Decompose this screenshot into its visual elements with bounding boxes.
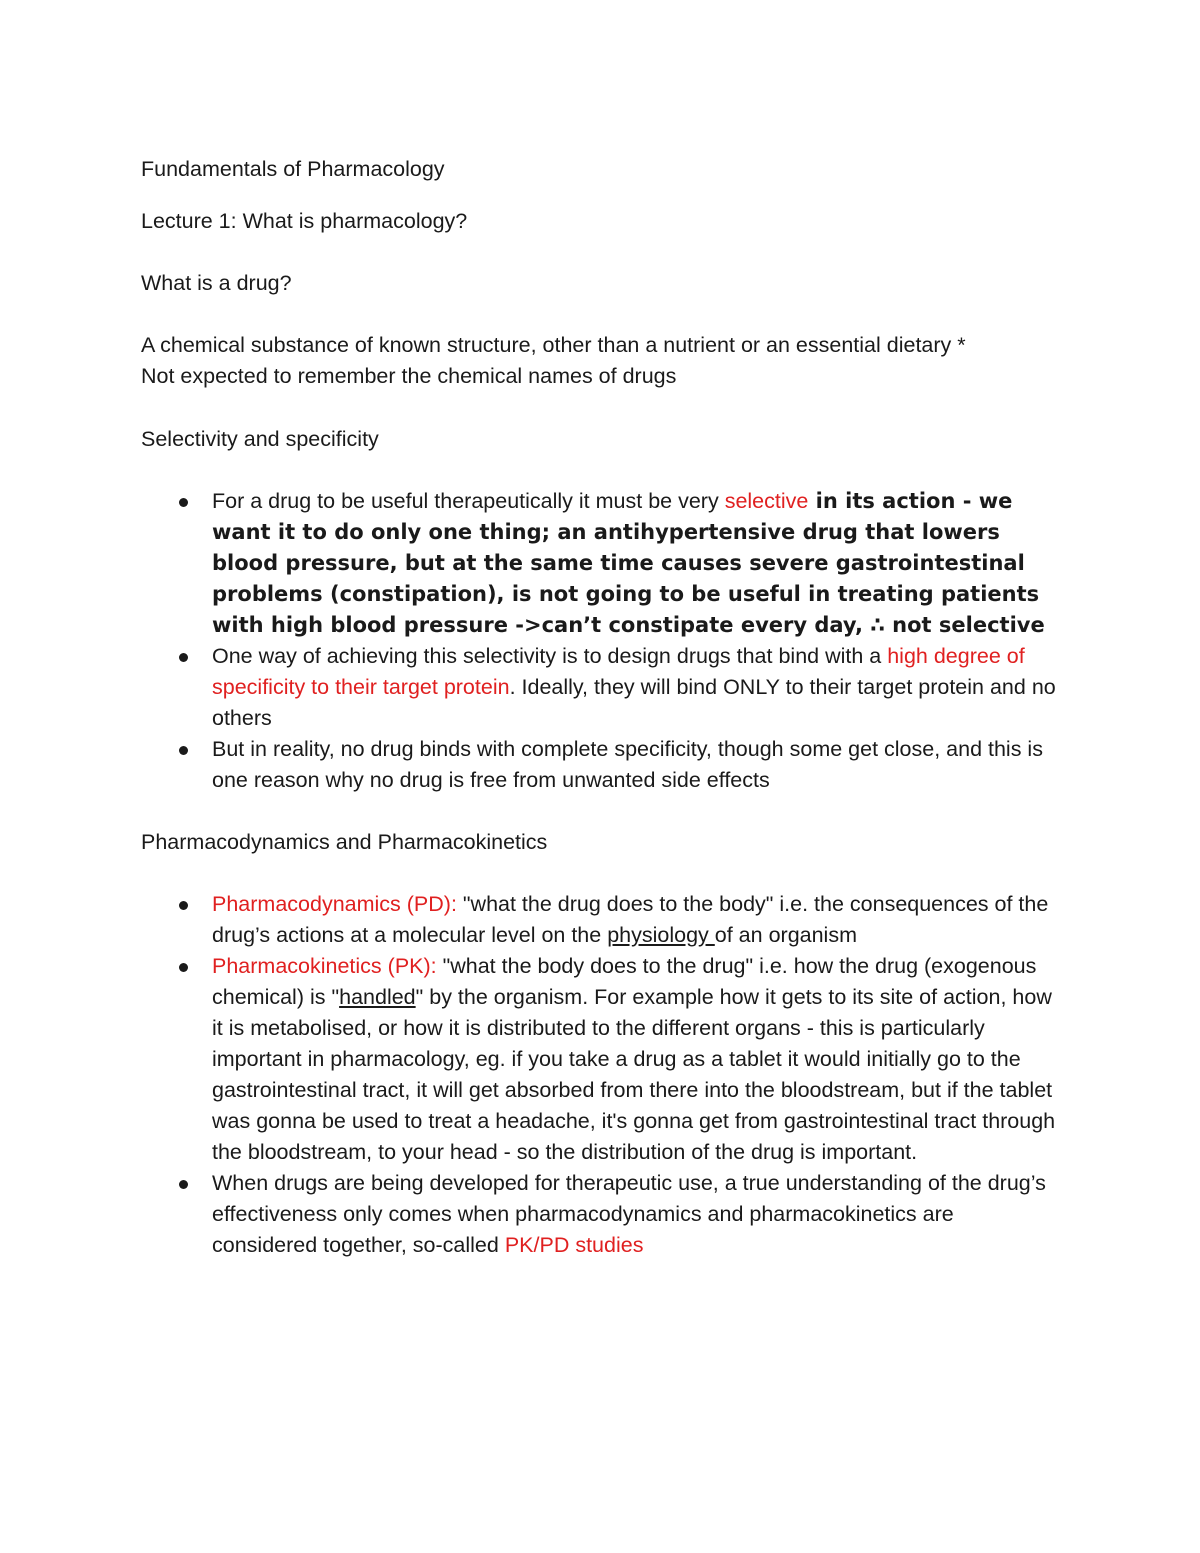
- bullet-text: "what the drug does to the body" i.e. the consequences of the drug’s actions at a molecular level on the: [212, 892, 1049, 947]
- bullet-icon: [179, 963, 188, 972]
- definition-line-1: A chemical substance of known structure, other than a nutrient or an essential dietary *: [141, 333, 966, 357]
- underlined-text: handled: [339, 985, 416, 1009]
- highlight-text: selective: [724, 489, 809, 513]
- bullet-icon: [179, 1180, 188, 1189]
- list-item: [141, 889, 1061, 951]
- bullet-text: "what the body does to the drug" i.e. how the drug (exogenous chemical) is ": [212, 954, 1037, 1009]
- bullet-icon: [179, 653, 188, 662]
- underlined-text: physiology: [607, 923, 715, 947]
- bullet-text: When drugs are being developed for therapeutic use, a true understanding of the drug’s effectiveness only comes when pharmacodynamics and pharmacokinetics are considered together, so-called: [212, 1171, 1046, 1257]
- highlight-text: Pharmacodynamics (PD):: [212, 892, 457, 916]
- list-item: [141, 641, 1061, 734]
- bullet-text: of an organism: [714, 923, 857, 947]
- highlight-text: Pharmacokinetics (PK):: [212, 954, 437, 978]
- bullet-text: But in reality, no drug binds with complete specificity, though some get close, and this is one reason why no drug is free from unwanted side effects: [212, 737, 1043, 792]
- highlight-text: high degree of specificity to their target protein: [212, 644, 1025, 699]
- bullet-icon: [179, 746, 188, 755]
- section-heading-pharmacodynamics: Pharmacodynamics and Pharmacokinetics: [141, 830, 548, 854]
- list-item: [141, 1168, 1061, 1261]
- question-heading: What is a drug?: [141, 271, 292, 295]
- document-title: Fundamentals of Pharmacology: [141, 157, 445, 181]
- list-item: [141, 734, 1061, 796]
- highlight-text: PK/PD studies: [504, 1233, 644, 1257]
- definition-line-2: Not expected to remember the chemical names of drugs: [141, 364, 677, 388]
- section-heading-selectivity: Selectivity and specificity: [141, 427, 379, 451]
- bullet-text: One way of achieving this selectivity is to design drugs that bind with a: [212, 644, 888, 668]
- document-page: [141, 154, 1061, 1292]
- drug-definition: [141, 330, 1061, 392]
- bold-text: in its action - we want it to do only one thing; an antihypertensive drug that lowers blood pressure, but at the same time causes severe gastrointestinal problems (constipation), is not going to be useful in treating patients with high blood pressure ->can’t constipate every day, ∴ not selective: [212, 489, 1045, 637]
- bullet-icon: [179, 901, 188, 910]
- list-item: [141, 486, 1061, 641]
- bullet-icon: [179, 498, 188, 507]
- bullet-text: " by the organism. For example how it gets to its site of action, how it is metabolised, or how it is distributed to the different organs - this is particularly important in pharmacology, eg. if you take a drug as a tablet it would initially go to the gastrointestinal tract, it will get absorbed from there into the bloodstream, but if the tablet was gonna be used to treat a headache, it's gonna get from gastrointestinal tract through the bloodstream, to your head - so the distribution of the drug is important.: [212, 985, 1056, 1164]
- bullet-text: . Ideally, they will bind ONLY to their target protein and no others: [212, 675, 1056, 730]
- selectivity-bullet-list: [141, 486, 1061, 796]
- lecture-heading: Lecture 1: What is pharmacology?: [141, 209, 468, 233]
- pd-pk-bullet-list: [141, 889, 1061, 1261]
- list-item: [141, 951, 1061, 1168]
- bullet-text: For a drug to be useful therapeutically it must be very: [212, 489, 725, 513]
